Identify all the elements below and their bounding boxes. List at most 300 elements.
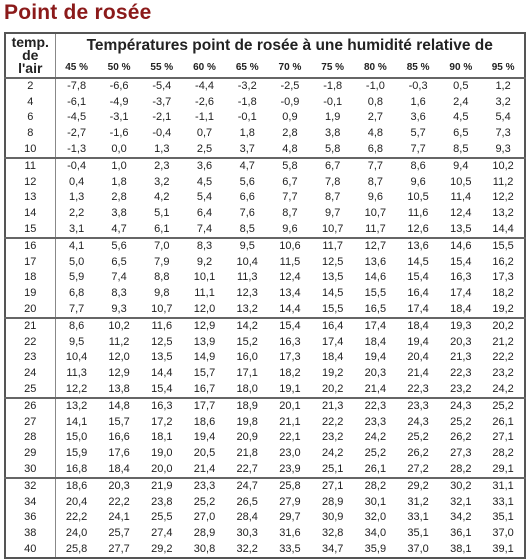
dew-point-cell: 28,2 bbox=[450, 462, 472, 475]
dew-point-cell: 9,4 bbox=[439, 158, 482, 175]
dew-point-cell: -7,8 bbox=[67, 80, 87, 93]
dew-point-cell: 1,0 bbox=[98, 158, 141, 175]
dew-point-cell: 30,3 bbox=[236, 526, 258, 539]
dew-point-cell: 22,3 bbox=[354, 398, 397, 415]
dew-point-cell: 12,4 bbox=[450, 207, 472, 220]
dew-point-cell: 23,2 bbox=[321, 431, 344, 444]
dew-point-cell: 2,5 bbox=[196, 142, 213, 155]
dew-point-cell: 5,8 bbox=[325, 142, 341, 155]
dew-point-cell: 16,2 bbox=[492, 255, 514, 268]
dew-point-cell: 18,4 bbox=[321, 351, 344, 364]
dew-point-cell: 0,7 bbox=[196, 127, 213, 140]
air-temperature-cell: 22 bbox=[5, 335, 55, 351]
dew-point-cell: 23,0 bbox=[279, 446, 301, 459]
table-row bbox=[5, 270, 525, 286]
dew-point-cell: 22,3 bbox=[407, 382, 429, 395]
dew-point-cell: 27,4 bbox=[151, 526, 173, 539]
dew-point-cell: 18,2 bbox=[279, 366, 301, 379]
dew-point-cell: 25,8 bbox=[65, 542, 88, 555]
table-row bbox=[5, 350, 525, 366]
dew-point-cell: 7,7 bbox=[410, 142, 426, 155]
air-temperature-cell: 17 bbox=[5, 255, 55, 271]
air-temperature-cell: 25 bbox=[5, 381, 55, 398]
dew-point-cell: 34,7 bbox=[321, 542, 344, 555]
dew-point-cell: 15,2 bbox=[236, 335, 258, 348]
dew-point-cell: -3,2 bbox=[237, 80, 257, 93]
dew-point-cell: 12,4 bbox=[279, 271, 301, 284]
dew-point-cell: 12,2 bbox=[65, 382, 88, 395]
air-temperature-cell: 6 bbox=[5, 110, 55, 126]
dew-point-cell: -3,1 bbox=[109, 111, 129, 124]
table-row bbox=[5, 301, 525, 318]
dew-point-cell: 4,5 bbox=[196, 175, 213, 188]
dew-point-cell: 9,6 bbox=[282, 222, 298, 235]
air-temperature-cell: 26 bbox=[5, 398, 55, 415]
dew-point-cell: 14,4 bbox=[279, 302, 301, 315]
air-temperature-cell: 34 bbox=[5, 494, 55, 510]
dew-point-cell: 23,2 bbox=[450, 382, 472, 395]
dew-point-cell: 31,1 bbox=[482, 478, 525, 495]
table-row bbox=[5, 110, 525, 126]
dew-point-cell: 25,7 bbox=[108, 526, 130, 539]
dew-point-cell: 1,8 bbox=[111, 175, 127, 188]
dew-point-cell: 24,0 bbox=[65, 526, 88, 539]
dew-point-cell: 7,3 bbox=[495, 127, 511, 140]
dew-point-cell: 19,0 bbox=[151, 446, 173, 459]
dew-point-cell: 20,4 bbox=[407, 351, 429, 364]
air-temperature-cell: 29 bbox=[5, 446, 55, 462]
table-row bbox=[5, 366, 525, 382]
dew-point-cell: 9,3 bbox=[495, 142, 511, 155]
table-row bbox=[5, 398, 525, 415]
dew-point-cell: 12,0 bbox=[193, 302, 216, 315]
dew-point-cell: 10,7 bbox=[151, 302, 173, 315]
dew-point-cell: 12,5 bbox=[321, 255, 344, 268]
dew-point-cell: 16,3 bbox=[279, 335, 301, 348]
dew-point-cell: 22,2 bbox=[65, 511, 88, 524]
dew-point-cell: 6,6 bbox=[239, 191, 255, 204]
dew-point-cell: 18,4 bbox=[108, 462, 130, 475]
dew-point-cell: 25,2 bbox=[193, 495, 216, 508]
dew-point-cell: -2,6 bbox=[195, 95, 214, 108]
dew-point-cell: 21,4 bbox=[407, 366, 429, 379]
dew-point-cell: 26,1 bbox=[364, 462, 387, 475]
dew-point-cell: 13,9 bbox=[193, 335, 216, 348]
dew-point-cell: 17,1 bbox=[236, 366, 258, 379]
dew-point-cell: 15,4 bbox=[151, 382, 173, 395]
dew-point-cell: 21,4 bbox=[364, 382, 387, 395]
dew-point-cell: 15,4 bbox=[269, 318, 312, 335]
table-row bbox=[5, 510, 525, 526]
dew-point-cell: 24,2 bbox=[321, 446, 344, 459]
dew-point-cell: 19,1 bbox=[279, 382, 301, 395]
dew-point-cell: 11,7 bbox=[311, 238, 354, 255]
dew-point-cell: 8,5 bbox=[453, 142, 469, 155]
humidity-column-header: 45 % bbox=[55, 58, 98, 78]
dew-point-cell: -2,7 bbox=[67, 127, 87, 140]
dew-point-cell: 30,9 bbox=[321, 511, 344, 524]
dew-point-cell: 8,7 bbox=[367, 175, 384, 188]
dew-point-cell: 6,8 bbox=[367, 142, 384, 155]
dew-point-cell: 5,8 bbox=[269, 158, 312, 175]
air-temperature-header bbox=[5, 33, 55, 78]
air-temperature-cell: 8 bbox=[5, 126, 55, 142]
dew-point-cell: 5,6 bbox=[98, 238, 141, 255]
dew-point-cell: 0,4 bbox=[68, 175, 85, 188]
dew-point-cell: 17,2 bbox=[151, 415, 173, 428]
air-temperature-cell: 13 bbox=[5, 190, 55, 206]
dew-point-cell: 15,4 bbox=[407, 271, 429, 284]
dew-point-cell: 11,3 bbox=[236, 271, 258, 284]
dew-point-cell: 20,0 bbox=[151, 462, 173, 475]
dew-point-cell: -1,1 bbox=[195, 111, 214, 124]
dew-point-cell: 8,7 bbox=[282, 207, 298, 220]
dew-point-cell: 1,6 bbox=[410, 95, 426, 108]
air-temperature-cell: 24 bbox=[5, 366, 55, 382]
dew-point-cell: 4,5 bbox=[453, 111, 469, 124]
dew-point-cell: 5,4 bbox=[196, 191, 213, 204]
dew-point-cell: 24,2 bbox=[492, 382, 514, 395]
dew-point-cell: 20,2 bbox=[321, 382, 344, 395]
dew-point-cell: 10,4 bbox=[236, 255, 258, 268]
dew-point-cell: 13,5 bbox=[450, 222, 472, 235]
dew-point-cell: 38,1 bbox=[450, 542, 472, 555]
dew-point-cell: 32,1 bbox=[450, 495, 472, 508]
dew-point-cell: 18,2 bbox=[492, 287, 514, 300]
dew-point-cell: 14,8 bbox=[98, 398, 141, 415]
dew-point-cell: 16,3 bbox=[450, 271, 472, 284]
table-row bbox=[5, 238, 525, 255]
dew-point-cell: 17,4 bbox=[354, 318, 397, 335]
dew-point-cell: 19,4 bbox=[193, 431, 216, 444]
dew-point-cell: 28,2 bbox=[492, 446, 514, 459]
dew-point-cell: -1,8 bbox=[323, 80, 343, 93]
dew-point-cell: 29,1 bbox=[492, 462, 514, 475]
dew-point-cell: 2,8 bbox=[111, 191, 127, 204]
dew-point-cell: 24,1 bbox=[108, 511, 130, 524]
dew-point-cell: 16,3 bbox=[140, 398, 183, 415]
dew-point-cell: 5,1 bbox=[154, 207, 170, 220]
dew-point-cell: 20,4 bbox=[65, 495, 88, 508]
dew-point-cell: 30,2 bbox=[439, 478, 482, 495]
dew-point-cell: 19,8 bbox=[236, 415, 258, 428]
dew-point-cell: -0,1 bbox=[237, 111, 257, 124]
table-row bbox=[5, 335, 525, 351]
dew-point-cell: 13,2 bbox=[492, 207, 514, 220]
air-temperature-cell: 10 bbox=[5, 141, 55, 158]
dew-point-cell: 21,3 bbox=[450, 351, 472, 364]
dew-point-cell: -0,9 bbox=[280, 95, 300, 108]
dew-point-cell: 7,7 bbox=[68, 302, 85, 315]
dew-point-cell: 1,3 bbox=[68, 191, 85, 204]
dew-point-cell: 7,0 bbox=[140, 238, 183, 255]
dew-point-cell: 19,2 bbox=[492, 302, 514, 315]
table-row bbox=[5, 175, 525, 191]
dew-point-cell: 4,8 bbox=[282, 142, 298, 155]
dew-point-cell: 12,3 bbox=[236, 287, 258, 300]
air-temperature-cell: 36 bbox=[5, 510, 55, 526]
dew-point-cell: 34,2 bbox=[450, 511, 472, 524]
dew-point-cell: 3,7 bbox=[239, 142, 255, 155]
dew-point-cell: 27,1 bbox=[492, 431, 514, 444]
dew-point-cell: 22,7 bbox=[236, 462, 258, 475]
dew-point-cell: 11,1 bbox=[194, 287, 215, 300]
dew-point-cell: 23,3 bbox=[364, 415, 387, 428]
dew-point-cell: 14,6 bbox=[439, 238, 482, 255]
dew-point-cell: 10,5 bbox=[450, 175, 472, 188]
dew-point-cell: 14,2 bbox=[226, 318, 269, 335]
dew-point-cell: -5,4 bbox=[152, 80, 172, 93]
dew-point-cell: 0,0 bbox=[111, 142, 127, 155]
dew-point-cell: 13,2 bbox=[236, 302, 258, 315]
air-temperature-cell: 18 bbox=[5, 270, 55, 286]
dew-point-cell: 8,6 bbox=[55, 318, 98, 335]
dew-point-table bbox=[4, 32, 526, 559]
dew-point-cell: 25,1 bbox=[321, 462, 344, 475]
dew-point-cell: 19,3 bbox=[439, 318, 482, 335]
dew-point-cell: -4,5 bbox=[67, 111, 87, 124]
dew-point-cell: 1,9 bbox=[325, 111, 341, 124]
dew-point-cell: 37,0 bbox=[492, 526, 514, 539]
dew-point-cell: 9,2 bbox=[196, 255, 213, 268]
dew-point-cell: 12,9 bbox=[108, 366, 130, 379]
dew-point-cell: 24,2 bbox=[364, 431, 387, 444]
dew-point-cell: 4,7 bbox=[226, 158, 269, 175]
table-row bbox=[5, 541, 525, 558]
dew-point-cell: 25,2 bbox=[407, 431, 429, 444]
dew-point-cell: 26,5 bbox=[236, 495, 258, 508]
dew-point-cell: 2,8 bbox=[282, 127, 298, 140]
dew-point-cell: 10,2 bbox=[482, 158, 525, 175]
humidity-header-row bbox=[5, 58, 525, 78]
dew-point-cell: 20,2 bbox=[482, 318, 525, 335]
dew-point-cell: 2,4 bbox=[453, 95, 469, 108]
table-row bbox=[5, 255, 525, 271]
dew-point-cell: 20,1 bbox=[269, 398, 312, 415]
dew-point-cell: -4,4 bbox=[195, 80, 214, 93]
humidity-column-header: 70 % bbox=[269, 58, 312, 78]
dew-point-cell: 30,1 bbox=[364, 495, 387, 508]
dew-point-cell: 15,7 bbox=[108, 415, 130, 428]
dew-point-cell: 13,6 bbox=[397, 238, 440, 255]
dew-point-cell: 12,5 bbox=[151, 335, 173, 348]
table-row bbox=[5, 206, 525, 222]
dew-point-cell: 33,1 bbox=[407, 511, 429, 524]
dew-point-cell: -2,5 bbox=[280, 80, 300, 93]
dew-point-cell: 6,5 bbox=[111, 255, 127, 268]
dew-point-cell: 18,4 bbox=[450, 302, 472, 315]
humidity-column-header: 75 % bbox=[311, 58, 354, 78]
dew-point-cell: 17,3 bbox=[279, 351, 301, 364]
dew-point-cell: 28,9 bbox=[193, 526, 216, 539]
dew-point-cell: 18,4 bbox=[364, 335, 387, 348]
table-row bbox=[5, 381, 525, 398]
humidity-column-header: 85 % bbox=[397, 58, 440, 78]
dew-point-cell: 6,5 bbox=[453, 127, 469, 140]
dew-point-cell: 14,6 bbox=[364, 271, 387, 284]
dew-point-cell: 14,4 bbox=[492, 222, 514, 235]
dew-point-cell: 27,7 bbox=[108, 542, 130, 555]
dew-point-cell: 21,2 bbox=[492, 335, 514, 348]
dew-point-cell: 22,2 bbox=[108, 495, 130, 508]
dew-point-cell: 15,4 bbox=[450, 255, 472, 268]
dew-point-cell: 12,7 bbox=[354, 238, 397, 255]
dew-point-cell: 17,3 bbox=[492, 271, 514, 284]
air-temperature-cell: 16 bbox=[5, 238, 55, 255]
dew-point-cell: 9,6 bbox=[367, 191, 384, 204]
air-temperature-cell: 14 bbox=[5, 206, 55, 222]
dew-point-cell: 13,6 bbox=[364, 255, 387, 268]
dew-point-cell: 10,5 bbox=[407, 191, 429, 204]
dew-point-cell: 17,4 bbox=[407, 302, 429, 315]
dew-point-cell: 10,2 bbox=[98, 318, 141, 335]
dew-point-cell: 25,8 bbox=[269, 478, 312, 495]
dew-point-cell: 21,3 bbox=[311, 398, 354, 415]
dew-point-cell: 11,6 bbox=[140, 318, 183, 335]
air-temperature-cell: 23 bbox=[5, 350, 55, 366]
dew-point-cell: 9,7 bbox=[325, 207, 341, 220]
dew-point-cell: 15,0 bbox=[65, 431, 88, 444]
table-body bbox=[5, 78, 525, 558]
air-temperature-cell: 15 bbox=[5, 221, 55, 238]
humidity-column-header: 65 % bbox=[226, 58, 269, 78]
dew-point-cell: 9,8 bbox=[154, 287, 170, 300]
dew-point-cell: 22,1 bbox=[279, 431, 301, 444]
table-row bbox=[5, 78, 525, 95]
dew-point-cell: 15,5 bbox=[364, 287, 387, 300]
dew-point-cell: 11,3 bbox=[66, 366, 87, 379]
dew-point-cell: 7,7 bbox=[282, 191, 298, 204]
dew-point-cell: 14,9 bbox=[193, 351, 216, 364]
air-temperature-cell: 40 bbox=[5, 541, 55, 558]
dew-point-cell: 10,1 bbox=[193, 271, 216, 284]
humidity-column-header: 95 % bbox=[482, 58, 525, 78]
dew-point-cell: 27,9 bbox=[279, 495, 301, 508]
dew-point-cell: 11,4 bbox=[450, 191, 472, 204]
dew-point-cell: 19,2 bbox=[321, 366, 344, 379]
air-temperature-cell: 12 bbox=[5, 175, 55, 191]
dew-point-cell: 20,3 bbox=[364, 366, 387, 379]
table-row bbox=[5, 446, 525, 462]
dew-point-cell: 19,4 bbox=[364, 351, 387, 364]
dew-point-cell: 10,7 bbox=[364, 207, 387, 220]
air-temperature-cell: 4 bbox=[5, 95, 55, 111]
dew-point-cell: 20,9 bbox=[236, 431, 258, 444]
dew-point-cell: 11,5 bbox=[279, 255, 301, 268]
dew-point-cell: 30,8 bbox=[193, 542, 216, 555]
dew-point-cell: 22,2 bbox=[492, 351, 514, 364]
dew-point-cell: 8,6 bbox=[397, 158, 440, 175]
dew-point-cell: 8,3 bbox=[183, 238, 226, 255]
dew-point-cell: 6,4 bbox=[196, 207, 213, 220]
dew-point-cell: 7,7 bbox=[354, 158, 397, 175]
dew-point-cell: 7,6 bbox=[239, 207, 255, 220]
dew-point-cell: 27,2 bbox=[407, 462, 429, 475]
table-row bbox=[5, 494, 525, 510]
table-row bbox=[5, 461, 525, 478]
header-line: l'air bbox=[18, 60, 43, 76]
dew-point-cell: 6,7 bbox=[311, 158, 354, 175]
dew-point-cell: 16,6 bbox=[108, 431, 130, 444]
dew-point-cell: 27,1 bbox=[311, 478, 354, 495]
dew-point-cell: 25,2 bbox=[482, 398, 525, 415]
dew-point-cell: 12,9 bbox=[183, 318, 226, 335]
dew-point-cell: 9,6 bbox=[410, 175, 426, 188]
dew-point-cell: 21,8 bbox=[236, 446, 258, 459]
dew-point-cell: 16,4 bbox=[407, 287, 429, 300]
dew-point-cell: -1,8 bbox=[237, 95, 257, 108]
dew-point-cell: 5,9 bbox=[68, 271, 85, 284]
dew-point-cell: 4,7 bbox=[111, 222, 127, 235]
dew-point-cell: 19,4 bbox=[407, 335, 429, 348]
air-temperature-cell: 19 bbox=[5, 286, 55, 302]
dew-point-cell: 14,5 bbox=[321, 287, 344, 300]
dew-point-cell: 6,8 bbox=[68, 287, 85, 300]
air-temperature-cell: 27 bbox=[5, 414, 55, 430]
dew-point-cell: 26,1 bbox=[492, 415, 514, 428]
table-row bbox=[5, 190, 525, 206]
dew-point-cell: 28,4 bbox=[236, 511, 258, 524]
dew-point-cell: 32,8 bbox=[321, 526, 344, 539]
dew-point-cell: 7,8 bbox=[325, 175, 341, 188]
dew-point-cell: 4,2 bbox=[154, 191, 170, 204]
header-line: de bbox=[22, 47, 39, 63]
relative-humidity-header: Températures point de rosée à une humidité relative de bbox=[86, 37, 493, 54]
dew-point-cell: 5,4 bbox=[495, 111, 511, 124]
dew-point-cell: 9,3 bbox=[111, 302, 127, 315]
dew-point-cell: 2,3 bbox=[140, 158, 183, 175]
dew-point-cell: 20,3 bbox=[450, 335, 472, 348]
dew-point-cell: 13,4 bbox=[279, 287, 301, 300]
air-temperature-cell: 38 bbox=[5, 526, 55, 542]
dew-point-cell: 27,0 bbox=[193, 511, 216, 524]
dew-point-cell: 3,2 bbox=[154, 175, 170, 188]
dew-point-cell: 5,7 bbox=[410, 127, 426, 140]
dew-point-cell: 33,1 bbox=[492, 495, 514, 508]
dew-point-cell: -0,4 bbox=[152, 127, 172, 140]
dew-point-cell: -2,1 bbox=[152, 111, 172, 124]
dew-point-cell: 6,1 bbox=[154, 222, 170, 235]
dew-point-cell: 16,5 bbox=[364, 302, 387, 315]
dew-point-cell: 24,3 bbox=[407, 415, 429, 428]
dew-point-cell: 1,3 bbox=[154, 142, 170, 155]
dew-point-cell: 13,5 bbox=[151, 351, 173, 364]
dew-point-cell: 14,1 bbox=[65, 415, 88, 428]
dew-point-cell: 5,6 bbox=[239, 175, 255, 188]
dew-point-cell: 18,6 bbox=[55, 478, 98, 495]
dew-point-cell: 10,6 bbox=[269, 238, 312, 255]
dew-point-cell: 7,4 bbox=[196, 222, 213, 235]
dew-point-cell: 21,4 bbox=[193, 462, 216, 475]
dew-point-cell: 1,2 bbox=[495, 80, 511, 93]
dew-point-cell: 7,9 bbox=[154, 255, 170, 268]
dew-point-cell: 3,6 bbox=[183, 158, 226, 175]
dew-point-cell: 29,2 bbox=[151, 542, 173, 555]
page-title: Point de rosée bbox=[4, 1, 152, 24]
dew-point-cell: 23,9 bbox=[279, 462, 301, 475]
table-row bbox=[5, 286, 525, 302]
dew-point-cell: 1,8 bbox=[239, 127, 255, 140]
air-temperature-cell: 32 bbox=[5, 478, 55, 495]
air-temperature-cell: 28 bbox=[5, 430, 55, 446]
dew-point-cell: -1,0 bbox=[365, 80, 385, 93]
dew-point-cell: 17,6 bbox=[108, 446, 130, 459]
dew-point-cell: 13,8 bbox=[108, 382, 130, 395]
dew-point-cell: 8,5 bbox=[239, 222, 255, 235]
dew-point-cell: 22,2 bbox=[321, 415, 344, 428]
table-row bbox=[5, 318, 525, 335]
dew-point-cell: 10,7 bbox=[321, 222, 344, 235]
